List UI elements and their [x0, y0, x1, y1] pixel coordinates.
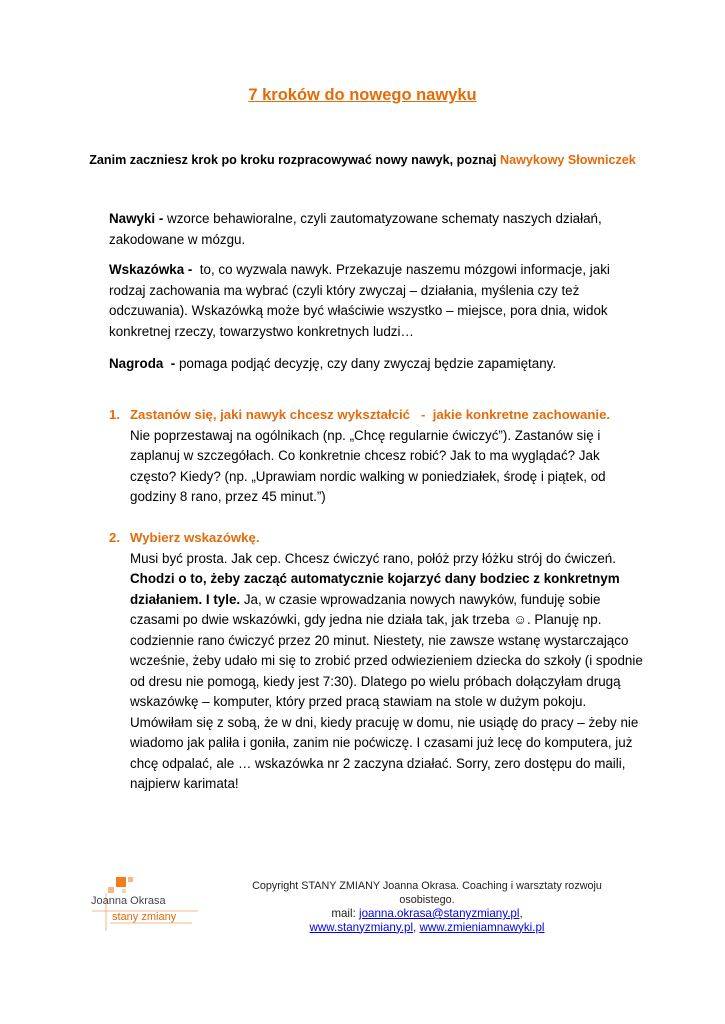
mail-label: mail: [331, 907, 360, 920]
mail-link[interactable]: joanna.okrasa@stanyzmiany.pl [359, 907, 520, 920]
step-text: Nie poprzestawaj na ogólnikach (np. „Chcę regularnie ćwiczyć”). Zastanów się i zaplanuj w szczegółach. Co konkretnie chcesz robić? Jak to ma wyglądać? Jak często? Kiedy? (np. „Uprawiam nordic walking w poniedziałek, środę i piątek, od godziny 8 rano, przez 45 minut.”) [130, 427, 606, 504]
glossary-link[interactable]: Nawykowy Słowniczek [500, 153, 636, 167]
page-title: 7 kroków do nowego nawyku [248, 86, 477, 104]
definition-habits [109, 209, 629, 250]
intro-text: Zanim zaczniesz krok po kroku rozpracowywać nowy nawyk, poznaj [89, 153, 497, 167]
step-2 [109, 528, 649, 795]
intro-line [0, 153, 725, 167]
footer-copyright: Copyright STANY ZMIANY Joanna Okrasa. Coaching i warsztaty rozwoju osobistego. [252, 880, 602, 906]
footer-links [232, 921, 622, 935]
step-heading [109, 405, 649, 426]
step-1 [109, 405, 649, 508]
step-text-emphasis: Chodzi o to, żeby zacząć automatycznie kojarzyć dany bodziec z konkretnym działaniem. I tyle. [130, 571, 620, 607]
definition-text: to, co wyzwala nawyk. Przekazuje naszemu mózgowi informacje, jaki rodzaj zachowania ma wybrać (czyli który zwyczaj – działania, myślenia czy też odczuwania). Wskazówką może być właściwie wszystko – miejsce, pora dnia, widok konkretnej rzeczy, towarzystwo konkretnych ludzi… [109, 262, 614, 339]
step-text-rest: Ja, w czasie wprowadzania nowych nawyków, funduję sobie czasami po dwie wskazówki, gdy jedna nie działa tak, jak trzeba ☺. Planuję np. codziennie rano ćwiczyć przez 20 minut. Niestety, nie zawsze wstanę wystarczająco wcześnie, żeby udało mi się to zrobić przed odwiezieniem dziecka do szkoły (i spodnie od dresu nie pomogą, kiedy jest 7:30). Dlatego po wielu próbach dołączyłam drugą wskazówkę – komputer, który przed pracą stawiam na stole w dużym pokoju. Umówiłam się z sobą, że w dni, kiedy pracuję w domu, nie usiądę do pracy – żeby nie wiadomo jak paliła i goniła, zanim nie poćwiczę. I czasami już lecę do komputera, już chcę odpalać, ale … wskazówka nr 2 zaczyna działać. Sorry, zero dostępu do maili, najpierw karimata! [130, 591, 643, 791]
step-heading [109, 528, 649, 549]
website-link-zmieniamnawyki[interactable]: www.zmieniamnawyki.pl [419, 920, 545, 934]
link-separator: , [413, 920, 420, 934]
website-link-stanyzmiany[interactable]: www.stanyzmiany.pl [309, 920, 414, 934]
definition-text: pomaga podjąć decyzję, czy dany zwyczaj będzie zapamiętany. [175, 356, 557, 371]
definition-text: wzorce behawioralne, czyli zautomatyzowane schematy naszych działań, zakodowane w mózgu. [109, 211, 602, 247]
definition-term: Wskazówka - [109, 262, 193, 277]
step-title: Wybierz wskazówkę. [130, 530, 260, 545]
company-logo [88, 873, 206, 933]
step-title: Zastanów się, jaki nawyk chcesz wykształcić - jakie konkretne zachowanie. [130, 407, 611, 422]
footer-mail [232, 907, 622, 921]
definition-term: Nawyki - [109, 211, 164, 226]
mail-separator: , [519, 907, 523, 920]
footer-info [232, 880, 622, 934]
step-number: 1. [109, 407, 120, 422]
step-number: 2. [109, 530, 120, 545]
step-text [130, 549, 649, 795]
step-text-intro: Musi być prosta. Jak cep. Chcesz ćwiczyć rano, połóż przy łóżku strój do ćwiczeń. [130, 550, 616, 566]
definition-term: Nagroda - [109, 356, 176, 371]
definition-cue [109, 260, 629, 342]
definition-reward [109, 354, 629, 375]
logo-tagline: stany zmiany [112, 911, 177, 923]
logo-name: Joanna Okrasa [91, 895, 166, 907]
